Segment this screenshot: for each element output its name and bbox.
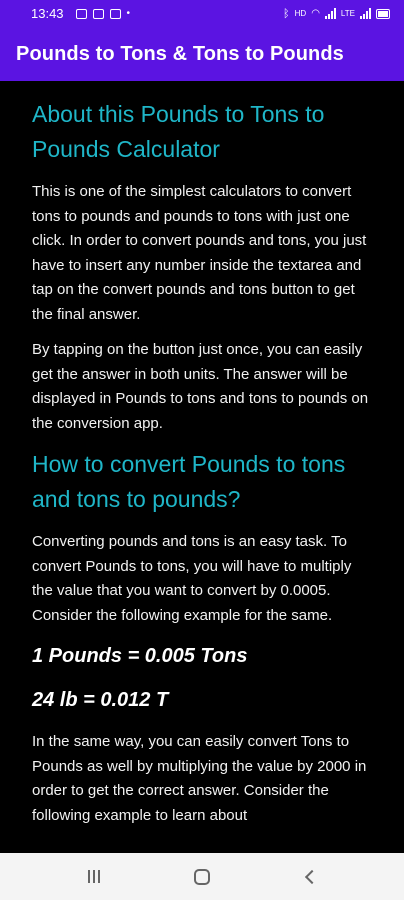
app-title: Pounds to Tons & Tons to Pounds bbox=[16, 42, 344, 65]
message-icon bbox=[110, 9, 121, 19]
status-time: 13:43 bbox=[31, 6, 64, 21]
lte-label: LTE bbox=[340, 8, 355, 18]
formula-pounds-to-tons: 1 Pounds = 0.005 Tons bbox=[32, 645, 248, 667]
section-title-about: About this Pounds to Tons to Pounds Calculator bbox=[32, 101, 325, 162]
scroll-content[interactable] bbox=[0, 81, 404, 853]
formula-lb-to-t: 24 lb = 0.012 T bbox=[32, 689, 169, 711]
system-nav-bar bbox=[0, 853, 404, 900]
hd-icon: HD bbox=[294, 8, 307, 18]
status-bar bbox=[0, 0, 404, 27]
signal-icon bbox=[325, 8, 336, 19]
home-button[interactable] bbox=[172, 857, 232, 897]
paragraph-about-1: This is one of the simplest calculators to convert tons to pounds and pounds to tons with just one click. In order to convert pounds and tons, you just have to insert any number inside the textarea and tap on the convert pounds and tons button to get the final answer. bbox=[32, 183, 367, 323]
section-title-howto: How to convert Pounds to tons and tons to pounds? bbox=[32, 451, 346, 512]
back-icon bbox=[305, 869, 319, 883]
paragraph-howto-1: Converting pounds and tons is an easy task. To convert Pounds to tons, you will have to multiply the value that you want to convert by 0.0005. Consider the following example for the same. bbox=[32, 533, 352, 624]
home-icon bbox=[194, 869, 210, 885]
app-bar bbox=[0, 27, 404, 81]
bluetooth-icon: ᛒ bbox=[283, 7, 290, 20]
battery-icon bbox=[376, 9, 390, 19]
back-button[interactable] bbox=[280, 857, 340, 897]
gallery-icon bbox=[76, 9, 87, 19]
image-icon bbox=[93, 9, 104, 19]
recents-button[interactable] bbox=[64, 857, 124, 897]
paragraph-about-2: By tapping on the button just once, you can easily get the answer in both units. The answer will be displayed in Pounds to tons and tons to pounds on the conversion app. bbox=[32, 341, 369, 432]
dot-icon: • bbox=[126, 8, 131, 19]
status-left bbox=[31, 6, 130, 21]
status-right bbox=[283, 8, 390, 20]
signal-icon-2 bbox=[360, 8, 371, 19]
recents-icon bbox=[88, 870, 100, 883]
paragraph-howto-2: In the same way, you can easily convert Tons to Pounds as well by multiplying the value by 2000 in order to get the correct answer. Consider the following example to learn about bbox=[32, 733, 367, 824]
wifi-icon: ◠ bbox=[311, 8, 320, 19]
